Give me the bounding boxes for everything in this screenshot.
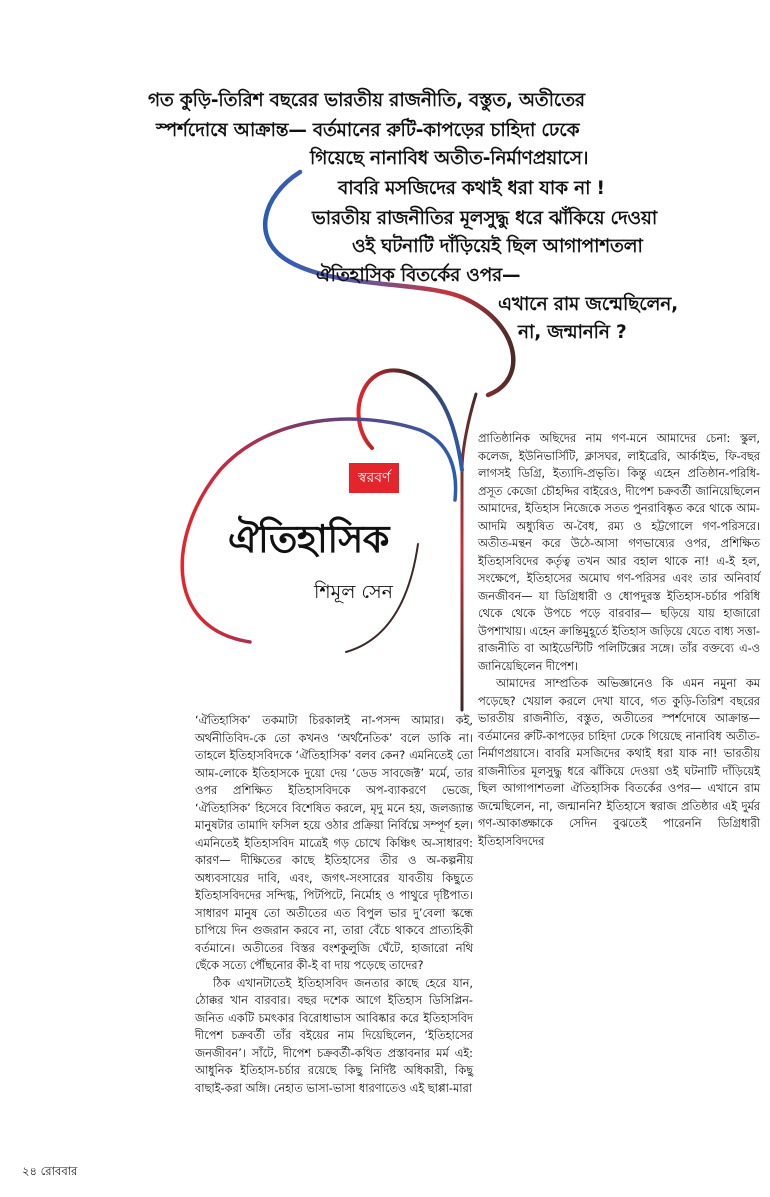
pull-quote-line: ঐতিহাসিক বিতর্কের ওপর— [316, 265, 521, 286]
page-folio: ২৪ রোববার [22, 1164, 78, 1178]
body-column-right [478, 430, 760, 850]
pull-quote-line: ভারতীয় রাজনীতির মূলসুদ্ধু ধরে ঝাঁকিয়ে দেওয়া [312, 208, 658, 229]
paragraph: আমাদের সাম্প্রতিক অভিজ্ঞানেও কি এমন নমুনা কম পড়েছে? খেয়াল করলে দেখা যাবে, গত কুড়ি-তিরিশ বছরের ভারতীয় রাজনীতি, বস্তুত, অতীতের স্পর্শদোষে আক্রান্ত— বর্তমানের রুটি-কাপড়ের চাহিদা ঢেকে গিয়েছে নানাবিধ অতীত-নির্মাণপ্রয়াসে। বাবরি মসজিদের কথাই ধরা যাক না! ভারতীয় রাজনীতির মূলসুদ্ধু ধরে ঝাঁকিয়ে দেওয়া ওই ঘটনাটি দাঁড়িয়েই ছিল আগাপাশতলা ঐতিহাসিক বিতর্কের ওপর— এখানে রাম জন্মেছিলেন, না, জন্মাননি? ইতিহাসে স্বরাজ প্রতিষ্ঠার এই দুর্মর গণ-আকাঙ্ক্ষাকে সেদিন বুঝতেই পারেননি ডিগ্রিধারী ইতিহাসবিদদের [478, 677, 760, 848]
paragraph: ‘ঐতিহাসিক’ তকমাটা চিরকালই না-পসন্দ আমার। কই, অর্থনীতিবিদ-কে তো কখনও ‘অর্থনৈতিক’ বলে ডাকি না। তাহলে ইতিহাসবিদকে ‘ঐতিহাসিক’ বলব কেন? এমনিতেই তো আম-লোকে ইতিহাসকে দুয়ো দেয় ‘ডেড সাবজেক্ট’ মর্মে, তার ওপর প্রশিক্ষিত ইতিহাসবিদকে অপ-ব্যাকরণে ভেজে, ‘ঐতিহাসিক’ হিসেবে বিশেষিত করলে, মৃদু মনে হয়, জলজ্যান্ত মানুষটার তামাদি ফসিল হয়ে ওঠার প্রক্রিয়া নির্বিঘ্নে সম্পূর্ণ হল। এমনিতেই ইতিহাসবিদ মাত্রেই গড় চোখে কিঞ্চিৎ অ-সাধারণ: কারণ— দীক্ষিতের কাছে ইতিহাসের তীর ও অ-কল্পনীয় অধ্যবসায়ের দাবি, এবং, জগৎ-সংসারের যাবতীয় কিছুতে ইতিহাসবিদদের সন্দিগ্ধ, পিটপিটে, নির্মোহ ও পাথুরে দৃষ্টিপাত। সাধারণ মানুষ তো অতীতের এত বিপুল ভার দু’বেলা স্কন্ধে চাপিয়ে দিন গুজরান করবে না, তারা বেঁচে থাকবে প্রাত্যহিকী বর্তমানে। অতীতের বিস্তর বংশকুলুজি ঘেঁটে, হাজারো নথি ছেঁকে সত্যে পৌঁছনোর কী-ই বা দায় পড়েছে তাদের? [195, 714, 473, 972]
pull-quote-line: গিয়েছে নানাবিধ অতীত-নির্মাণপ্রয়াসে। [310, 148, 589, 169]
pull-quote-line: স্পর্শদোষে আক্রান্ত— বর্তমানের রুটি-কাপড়ের চাহিদা ঢেকে [156, 120, 580, 141]
body-column-left [195, 712, 473, 1097]
pull-quote-line: না, জন্মাননি ? [518, 322, 627, 343]
pull-quote-line: বাবরি মসজিদের কথাই ধরা যাক না ! [338, 178, 605, 199]
author-byline: শিমূল সেন [314, 581, 394, 603]
section-tag: স্বরবর্ণ [349, 463, 399, 493]
pull-quote-line: ওই ঘটনাটি দাঁড়িয়েই ছিল আগাপাশতলা [352, 236, 643, 257]
article-title: ঐতিহাসিক [228, 516, 389, 561]
pull-quote-line: এখানে রাম জন্মেছিলেন, [498, 294, 678, 315]
pull-quote-line: গত কুড়ি-তিরিশ বছরের ভারতীয় রাজনীতি, বস্তুত, অতীতের [148, 90, 585, 111]
paragraph: ঠিক এখানটাতেই ইতিহাসবিদ জনতার কাছে হেরে যান, ঠোক্কর খান বারবার। বছর দশেক আগে ইতিহাস ডিসিপ্লিন-জনিত একটি চমৎকার বিরোধাভাস আবিষ্কার করে ইতিহাসবিদ দীপেশ চক্রবর্তী তাঁর বইয়ের নাম দিয়েছিলেন, ‘ইতিহাসের জনজীবন’। সাঁটে, দীপেশ চক্রবর্তী-কথিত প্রস্তাবনার মর্ম এই: আধুনিক ইতিহাস-চর্চার রয়েছে কিছু নির্দিষ্ট অধিকারী, কিছু বাছাই-করা অঙ্গি। নেহাত ভাসা-ভাসা ধারণাতেও এই ছাপ্পা-মারা [195, 976, 473, 1095]
paragraph: প্রাতিষ্ঠানিক অছিদের নাম গণ-মনে আমাদের চেনা: স্কুল, কলেজ, ইউনিভার্সিটি, ক্লাসঘর, লাইব্রেরি, আর্কাইভ, ফি-বছর লাগসই ডিগ্রি, ইত্যাদি-প্রভৃতি। কিন্তু এহেন প্রতিষ্ঠান-পরিধি-প্রসূত কেজো চৌহদ্দির বাইরেও, দীপেশ চক্রবর্তী জানিয়েছিলেন আমাদের, ইতিহাস নিজেকে সতত পুনরাবিষ্কৃত করে থাকে আম-আদমি অধ্যুষিত অ-বৈধ, রম্য ও হট্টগোলে গণ-পরিসরে। অতীত-মন্থন করে উঠে-আসা গণভাষ্যের ওপর, প্রশিক্ষিত ইতিহাসবিদের কর্তৃত্ব তখন আর বহাল থাকে না! এ-ই হল, সংক্ষেপে, ইতিহাসের অমোঘ গণ-পরিসর এবং তার অনিবার্য জনজীবন— যা ডিগ্রিধারী ও ধোপদুরস্ত ইতিহাস-চর্চার পরিধি থেকে থেকে উপচে পড়ে বারবার— ছড়িয়ে যায় হাজারো উপশাখায়। এহেন ক্রান্তিমুহূর্তে ইতিহাস জড়িয়ে যেতে বাধ্য সত্তা-রাজনীতি বা আইডেন্টিটি পলিটিক্সের সঙ্গে। তাঁর বক্তব্যে এ-ও জানিয়েছিলেন দীপেশ। [478, 432, 760, 673]
